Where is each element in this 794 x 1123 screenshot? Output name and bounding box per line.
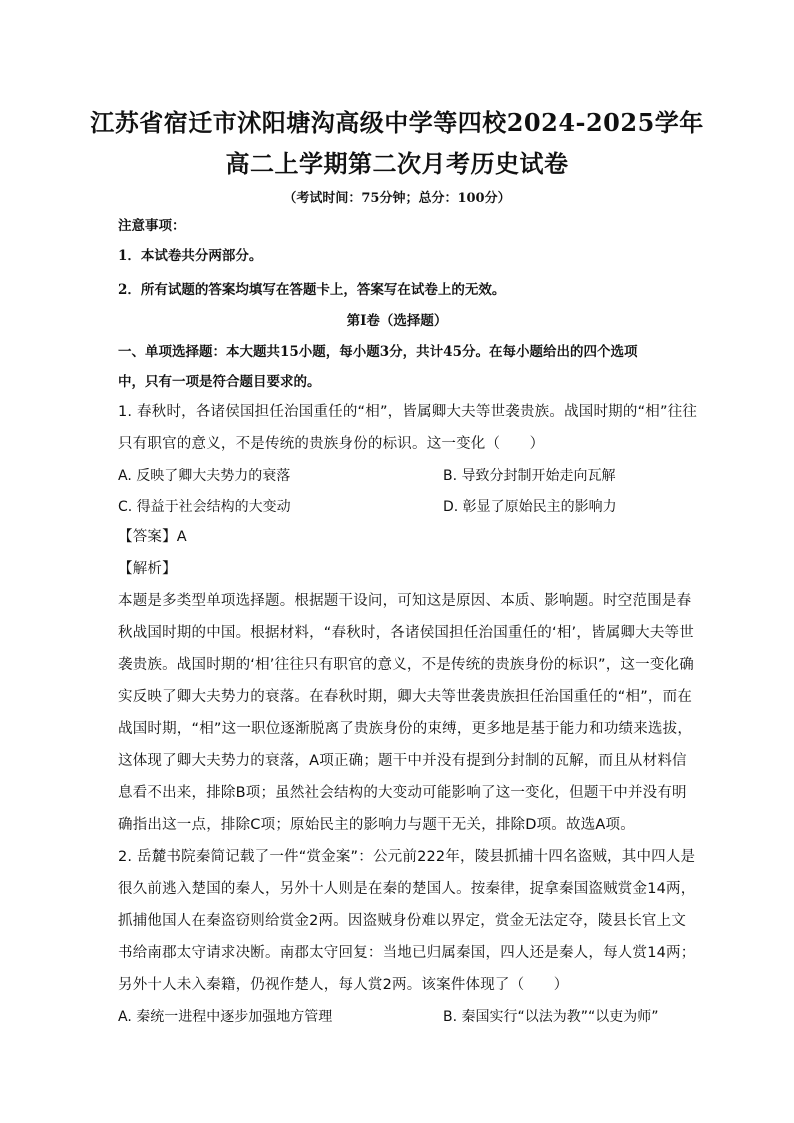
exam-title-line2: 高二上学期第二次月考历史试卷 <box>225 149 569 178</box>
q1-option-a: A. 反映了卿大夫势力的衰落 <box>118 468 291 484</box>
q2-option-b: B. 秦国实行“以法为教”“以吏为师” <box>443 1009 659 1025</box>
section-instructions-line2: 中，只有一项是符合题目要求的。 <box>118 374 321 390</box>
q2-stem-line: 2. 岳麓书院秦简记载了一件“赏金案”：公元前222年，陵县抓捕十四名盗贼，其中四人是 <box>118 849 696 865</box>
q2-stem-line: 另外十人未入秦籍，仍视作楚人，每人赏2两。该案件体现了（ ） <box>118 977 569 993</box>
q1-analysis-line: 实反映了卿大夫势力的衰落。在春秋时期，卿大夫等世袭贵族担任治国重任的“相”，而在 <box>118 689 693 705</box>
q1-stem-line2: 只有职官的意义，不是传统的贵族身份的标识。这一变化（ ） <box>118 436 545 452</box>
q1-analysis-label: 【解析】 <box>118 561 177 577</box>
q1-option-d: D. 彰显了原始民主的影响力 <box>443 499 617 515</box>
q1-answer: 【答案】A <box>118 529 187 545</box>
note-item-1: 1．本试卷共分两部分。 <box>118 248 263 264</box>
q1-analysis-line: 袭贵族。战国时期的‘相’往往只有职官的意义，不是传统的贵族身份的标识”，这一变化确 <box>118 657 694 673</box>
section-title: 第Ⅰ卷（选择题） <box>346 313 448 329</box>
q2-stem-line: 很久前逃入楚国的秦人，另外十人则是在秦的楚国人。按秦律，捉拿秦国盗贼赏金14两， <box>118 881 696 897</box>
q1-analysis-line: 息看不出来，排除B项；虽然社会结构的大变动可能影响了这一变化，但题干中并没有明 <box>118 785 687 801</box>
q1-option-c: C. 得益于社会结构的大变动 <box>118 499 291 515</box>
q1-analysis-line: 战国时期，“相”这一职位逐渐脱离了贵族身份的束缚，更多地是基于能力和功绩来选拔， <box>118 721 693 737</box>
q1-stem-line1: 1. 春秋时，各诸侯国担任治国重任的“相”，皆属卿大夫等世袭贵族。战国时期的“相”往往 <box>118 404 698 420</box>
q1-analysis-line: 这体现了卿大夫势力的衰落，A项正确；题干中并没有提到分封制的瓦解，而且从材料信 <box>118 753 687 769</box>
notes-heading: 注意事项： <box>118 218 186 234</box>
note-item-2: 2．所有试题的答案均填写在答题卡上，答案写在试卷上的无效。 <box>118 282 506 298</box>
q1-analysis-line: 确指出这一点，排除C项；原始民主的影响力与题干无关，排除D项。故选A项。 <box>118 817 635 833</box>
q1-analysis-line: 本题是多类型单项选择题。根据题干设问，可知这是原因、本质、影响题。时空范围是春 <box>118 593 692 609</box>
q2-option-a: A. 秦统一进程中逐步加强地方管理 <box>118 1009 333 1025</box>
exam-title-line1: 江苏省宿迁市沭阳塘沟高级中学等四校2024-2025学年 <box>90 108 704 137</box>
section-instructions-line1: 一、单项选择题：本大题共15小题，每小题3分，共计45分。在每小题给出的四个选项 <box>118 344 638 360</box>
q1-option-b: B. 导致分封制开始走向瓦解 <box>443 468 616 484</box>
q1-analysis-line: 秋战国时期的中国。根据材料，“春秋时，各诸侯国担任治国重任的‘相’，皆属卿大夫等世 <box>118 625 694 641</box>
q2-stem-line: 书给南郡太守请求决断。南郡太守回复：当地已归属秦国，四人还是秦人，每人赏14两； <box>118 945 696 961</box>
exam-info: （考试时间：75分钟；总分：100分） <box>283 191 511 206</box>
q2-stem-line: 抓捕他国人在秦盗窃则给赏金2两。因盗贼身份难以界定，赏金无法定夺，陵县长官上文 <box>118 913 687 929</box>
